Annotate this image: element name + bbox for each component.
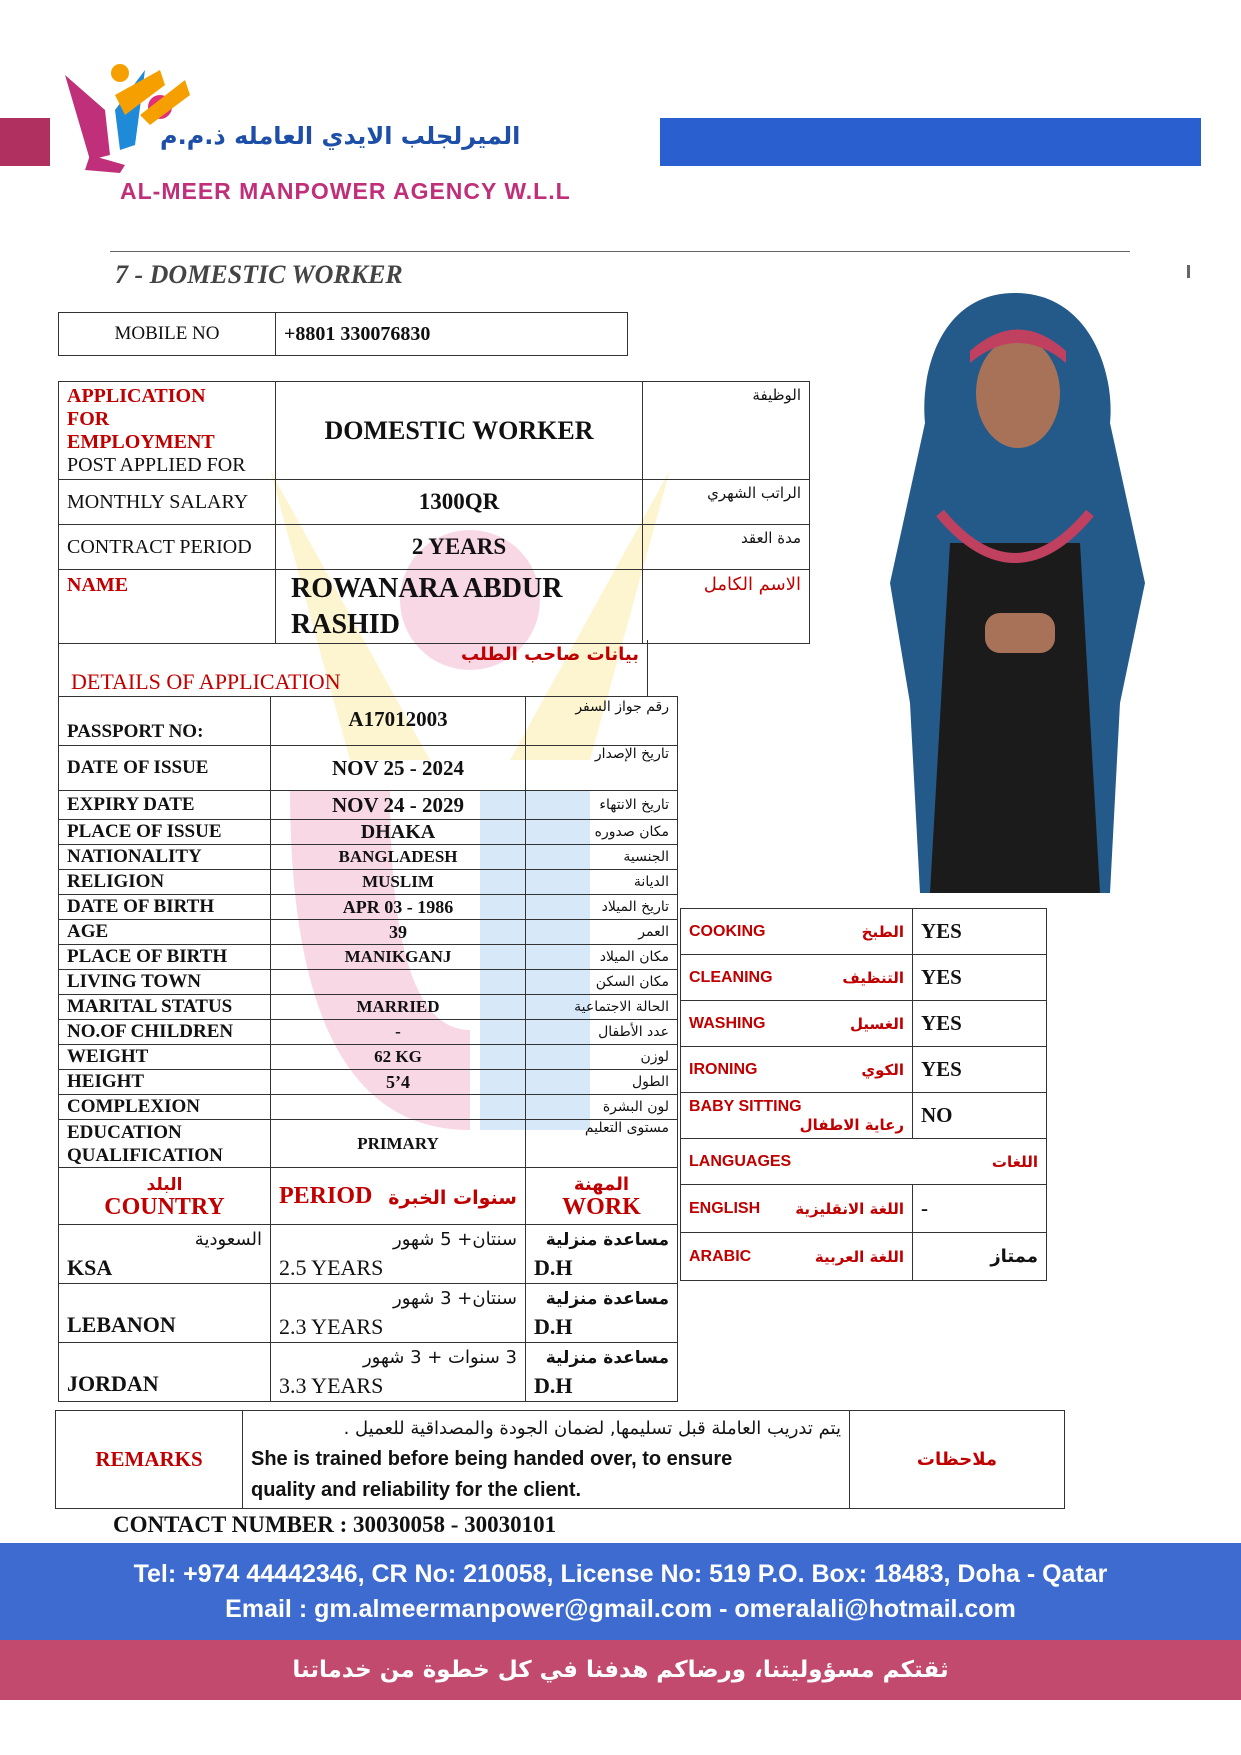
work-header-arabic: المهنة [573, 1174, 630, 1195]
experience-work: D.H [534, 1314, 573, 1339]
experience-country: LEBANON [67, 1312, 176, 1337]
detail-value: MARRIED [271, 995, 526, 1020]
remarks-text-english-1: She is trained before being handed over, to ensure [251, 1448, 733, 1470]
skill-label: COOKING [689, 922, 766, 940]
contract-label: CONTRACT PERIOD [59, 525, 276, 570]
detail-value: - [271, 1020, 526, 1045]
skill-value: YES [913, 909, 1047, 955]
skill-row [681, 1093, 1047, 1139]
languages-arabic: اللغات [991, 1152, 1038, 1171]
skill-row [681, 909, 1047, 955]
remarks-arabic: ملاحظات [850, 1411, 1065, 1509]
detail-label: NATIONALITY [59, 845, 271, 870]
detail-label: DATE OF ISSUE [59, 746, 271, 791]
detail-label: PASSPORT NO: [59, 697, 271, 746]
post-applied-value: DOMESTIC WORKER [276, 382, 643, 480]
mobile-table [58, 312, 628, 356]
detail-label: RELIGION [59, 870, 271, 895]
skill-row [681, 1047, 1047, 1093]
detail-arabic: لون البشرة [526, 1095, 678, 1120]
company-logo [50, 55, 210, 175]
detail-value: NOV 25 - 2024 [271, 746, 526, 791]
skills-table [680, 908, 1047, 1281]
header-right-bar [660, 118, 1201, 166]
experience-work-arabic: مساعدة منزلية [545, 1289, 669, 1309]
skill-value: YES [913, 955, 1047, 1001]
detail-arabic: عدد الأطفال [526, 1020, 678, 1045]
skill-row [681, 1001, 1047, 1047]
contract-value: 2 YEARS [276, 525, 643, 570]
detail-label: MARITAL STATUS [59, 995, 271, 1020]
application-label-2: FOR [67, 407, 110, 430]
footer-line-2: Email : gm.almeermanpower@gmail.com - omeralali@hotmail.com [225, 1595, 1016, 1623]
experience-period-arabic: سنتان+ 5 شهور [393, 1229, 517, 1250]
contact-number: CONTACT NUMBER : 30030058 - 30030101 [113, 1512, 557, 1537]
experience-work: D.H [534, 1255, 573, 1280]
skill-row [681, 955, 1047, 1001]
skill-arabic: الغسيل [849, 1014, 904, 1033]
tick-mark [1187, 265, 1190, 278]
detail-label: DATE OF BIRTH [59, 895, 271, 920]
detail-label: LIVING TOWN [59, 970, 271, 995]
applicant-photo [870, 283, 1160, 893]
detail-label: HEIGHT [59, 1070, 271, 1095]
application-label-1: APPLICATION [67, 384, 206, 407]
post-applied-label: POST APPLIED FOR [67, 453, 246, 476]
detail-arabic: الديانة [526, 870, 678, 895]
skill-label: CLEANING [689, 968, 773, 986]
experience-period-arabic: 3 سنوات + 3 شهور [362, 1347, 517, 1368]
detail-label: NO.OF CHILDREN [59, 1020, 271, 1045]
skill-value: YES [913, 1001, 1047, 1047]
doc-title-text: - DOMESTIC WORKER [134, 260, 403, 289]
skill-arabic: رعاية الاطفال [799, 1115, 904, 1134]
period-header-arabic: سنوات الخبرة [388, 1186, 517, 1209]
post-applied-arabic: الوظيفة [643, 382, 810, 480]
footer-slogan: ثقتكم مسؤوليتنا، ورضاكم هدفنا في كل خطوة من خدماتنا [292, 1657, 949, 1683]
detail-value: BANGLADESH [271, 845, 526, 870]
experience-country: KSA [67, 1255, 113, 1280]
detail-arabic: مكان الميلاد [526, 945, 678, 970]
employment-table [58, 381, 810, 644]
details-header-box [58, 640, 648, 696]
detail-arabic: الحالة الاجتماعية [526, 995, 678, 1020]
education-label-1: EDUCATION [67, 1121, 182, 1143]
skill-label: BABY SITTING [689, 1097, 802, 1115]
detail-arabic: مكان السكن [526, 970, 678, 995]
work-header [526, 1168, 678, 1225]
detail-label: COMPLEXION [59, 1095, 271, 1120]
languages-label: LANGUAGES [689, 1152, 792, 1170]
country-header-arabic: البلد [146, 1175, 183, 1195]
details-arabic: بيانات صاحب الطلب [460, 644, 639, 665]
application-label-cell [59, 382, 276, 480]
language-row [681, 1185, 1047, 1233]
detail-value [271, 970, 526, 995]
detail-value: PRIMARY [271, 1120, 526, 1168]
name-arabic: الاسم الكامل [643, 570, 810, 644]
period-header-label: PERIOD [279, 1182, 373, 1209]
skill-label: WASHING [689, 1014, 766, 1032]
language-label: ENGLISH [689, 1199, 761, 1217]
experience-period: 3.3 YEARS [279, 1373, 384, 1398]
details-table [58, 696, 678, 1402]
detail-arabic: رقم جواز السفر [526, 697, 678, 746]
detail-value: MUSLIM [271, 870, 526, 895]
remarks-text-arabic: يتم تدريب العاملة قبل تسليمها, لضمان الجودة والمصداقية للعميل . [343, 1418, 841, 1439]
detail-arabic: الطول [526, 1070, 678, 1095]
name-label: NAME [59, 570, 276, 644]
remarks-label: REMARKS [56, 1411, 243, 1509]
detail-value: 62 KG [271, 1045, 526, 1070]
detail-arabic: العمر [526, 920, 678, 945]
detail-arabic: تاريخ الإصدار [526, 746, 678, 791]
country-header-label: COUNTRY [104, 1194, 225, 1220]
experience-country-arabic [67, 1287, 262, 1311]
experience-work-arabic: مساعدة منزلية [545, 1230, 669, 1250]
skill-arabic: الطبخ [861, 922, 904, 941]
experience-row [59, 1343, 678, 1402]
header-left-bar [0, 118, 50, 166]
detail-label: PLACE OF BIRTH [59, 945, 271, 970]
skill-label: IRONING [689, 1060, 758, 1078]
skill-arabic: التنظيف [842, 968, 904, 987]
detail-value: DHAKA [271, 820, 526, 845]
company-name-arabic: الميرلجلب الايدي العامله ذ.م.م [160, 122, 521, 150]
detail-value: APR 03 - 1986 [271, 895, 526, 920]
details-label: DETAILS OF APPLICATION [71, 669, 341, 694]
remarks-text-cell [243, 1411, 850, 1509]
mobile-label: MOBILE NO [59, 313, 276, 356]
detail-arabic: الجنسية [526, 845, 678, 870]
languages-header-row [681, 1139, 1047, 1185]
skill-value: YES [913, 1047, 1047, 1093]
detail-arabic: تاريخ الميلاد [526, 895, 678, 920]
experience-country-arabic [67, 1346, 262, 1370]
detail-arabic: لوزن [526, 1045, 678, 1070]
contract-arabic: مدة العقد [643, 525, 810, 570]
detail-value: 39 [271, 920, 526, 945]
application-label-3: EMPLOYMENT [67, 430, 215, 453]
experience-work: D.H [534, 1373, 573, 1398]
experience-work-arabic: مساعدة منزلية [545, 1348, 669, 1368]
period-header [271, 1168, 526, 1225]
detail-value: NOV 24 - 2029 [271, 791, 526, 820]
detail-value: A17012003 [271, 697, 526, 746]
detail-label: PLACE OF ISSUE [59, 820, 271, 845]
skill-value: NO [913, 1093, 1047, 1139]
education-label-cell [59, 1120, 271, 1168]
detail-arabic: مستوى التعليم [526, 1120, 678, 1168]
salary-arabic: الراتب الشهري [643, 480, 810, 525]
mobile-value: +8801 330076830 [276, 313, 628, 356]
salary-label: MONTHLY SALARY [59, 480, 276, 525]
detail-value: MANIKGANJ [271, 945, 526, 970]
language-arabic: اللغة الانقليزية [795, 1199, 904, 1218]
detail-arabic: مكان صدوره [526, 820, 678, 845]
country-header [59, 1168, 271, 1225]
salary-value: 1300QR [276, 480, 643, 525]
company-name-english: AL-MEER MANPOWER AGENCY W.L.L [120, 178, 571, 204]
language-row [681, 1233, 1047, 1281]
footer-line-1: Tel: +974 44442346, CR No: 210058, License No: 519 P.O. Box: 18483, Doha - Qatar [133, 1560, 1108, 1588]
doc-title-number: 7 [115, 260, 128, 289]
language-label: ARABIC [689, 1247, 752, 1265]
header-divider [110, 251, 1130, 252]
detail-value [271, 1095, 526, 1120]
detail-arabic: تاريخ الانتهاء [526, 791, 678, 820]
doc-title [115, 260, 403, 290]
experience-country: JORDAN [67, 1371, 159, 1396]
name-value-cell [276, 570, 643, 644]
skill-arabic: الكوي [861, 1060, 904, 1079]
experience-country-arabic: السعودية [194, 1229, 262, 1250]
language-arabic: اللغة العربية [814, 1247, 904, 1266]
language-value: - [913, 1185, 1047, 1233]
remarks-text-english-2: quality and reliability for the client. [251, 1479, 582, 1501]
experience-period: 2.5 YEARS [279, 1255, 384, 1280]
detail-label: EXPIRY DATE [59, 791, 271, 820]
experience-period-arabic: سنتان+ 3 شهور [393, 1288, 517, 1309]
name-value-1: ROWANARA ABDUR [291, 572, 563, 604]
detail-label: AGE [59, 920, 271, 945]
experience-period: 2.3 YEARS [279, 1314, 384, 1339]
name-value-2: RASHID [291, 608, 400, 640]
detail-label: WEIGHT [59, 1045, 271, 1070]
language-value: ممتاز [913, 1233, 1047, 1281]
work-header-label: WORK [562, 1194, 641, 1220]
education-label-2: QUALIFICATION [67, 1144, 223, 1166]
detail-value: 5’4 [271, 1070, 526, 1095]
experience-row [59, 1284, 678, 1343]
experience-row [59, 1225, 678, 1284]
remarks-table [55, 1410, 1065, 1509]
